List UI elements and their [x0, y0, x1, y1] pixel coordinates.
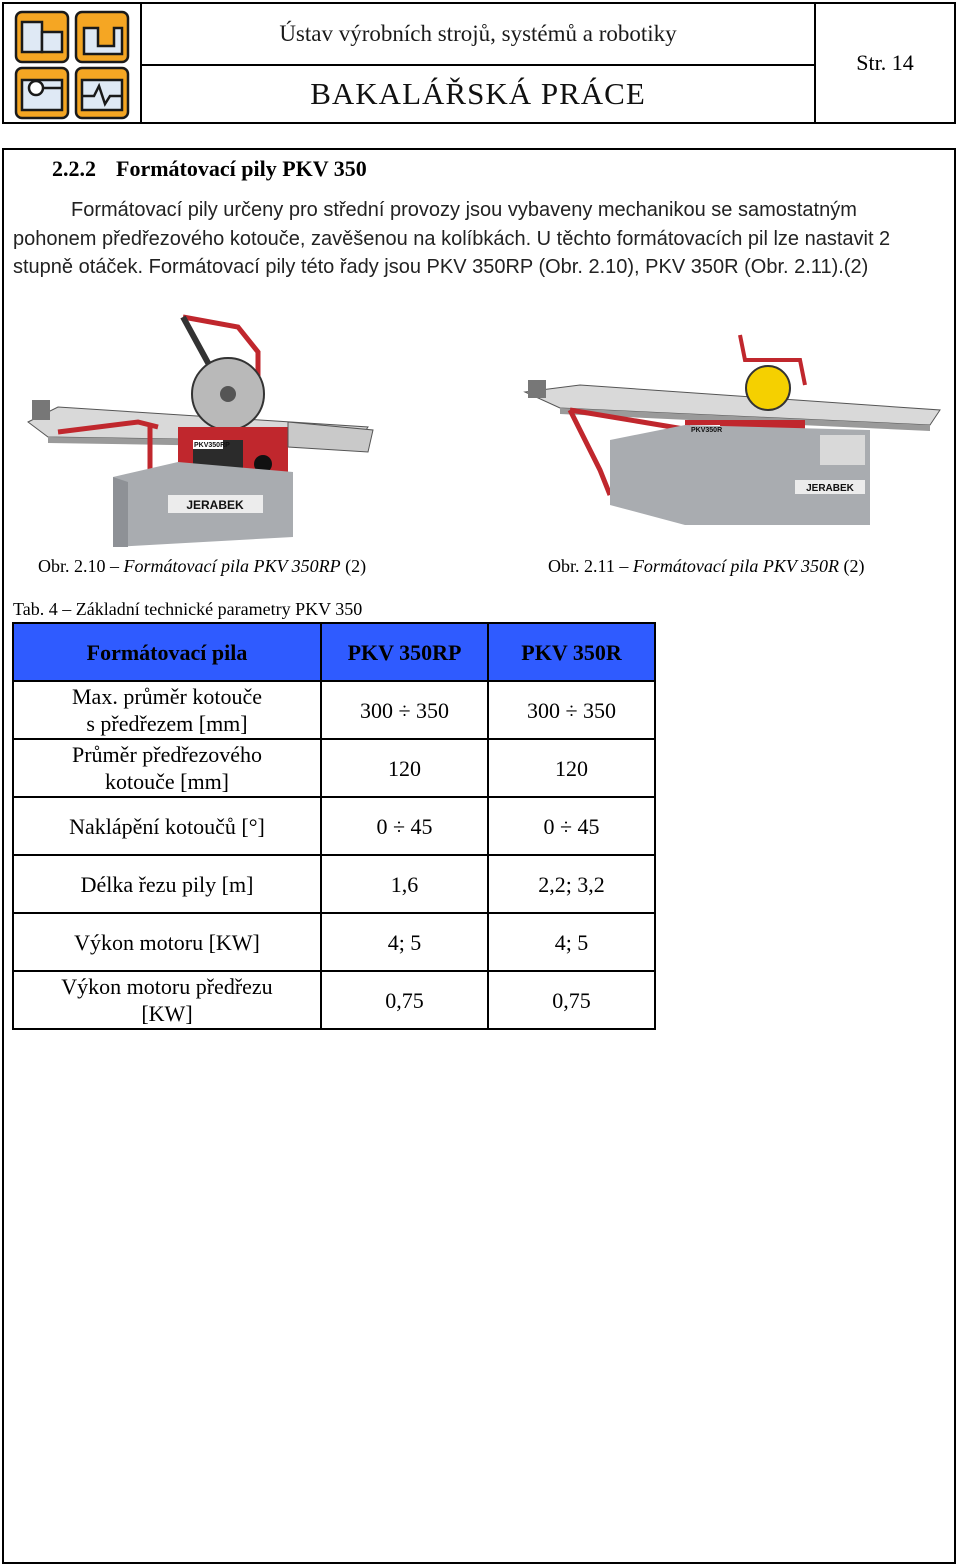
parameter-cell: Průměr předřezového kotouče [mm]: [13, 739, 321, 797]
table-row: [13, 739, 655, 797]
body-paragraph: [13, 196, 933, 282]
machine-brand-2: JERABEK: [806, 483, 854, 494]
section-title: Formátovací pily PKV 350: [116, 156, 367, 181]
institute-logo: [4, 4, 142, 122]
value-cell: 4; 5: [488, 913, 655, 971]
value-cell: 0 ÷ 45: [321, 797, 488, 855]
page-number: Str. 14: [856, 50, 914, 75]
figure-title: – Formátovací pila PKV 350R: [614, 556, 839, 576]
parameter-cell: Naklápění kotoučů [°]: [13, 797, 321, 855]
header-cell: Formátovací pila: [13, 623, 321, 681]
page-header: [2, 2, 956, 124]
machine-plate-2: PKV350R: [691, 427, 723, 434]
table-row: [13, 855, 655, 913]
thesis-type: BAKALÁŘSKÁ PRÁCE: [142, 66, 816, 122]
value-cell: 300 ÷ 350: [488, 681, 655, 739]
header-cell: PKV 350RP: [321, 623, 488, 681]
figure-ref: (2): [340, 556, 367, 576]
value-cell: 1,6: [321, 855, 488, 913]
table-row: [13, 913, 655, 971]
figure-label: Obr. 2.11: [548, 556, 615, 576]
table-caption: Tab. 4 – Základní technické parametry PKV 350: [13, 599, 363, 619]
parameter-cell: Výkon motoru předřezu [KW]: [13, 971, 321, 1029]
value-cell: 120: [488, 739, 655, 797]
machine-brand-1: JERABEK: [186, 498, 244, 512]
institute-name: Ústav výrobních strojů, systémů a robotiky: [142, 4, 816, 66]
table-header-row: [13, 623, 655, 681]
table-row: [13, 681, 655, 739]
machine-plate-1: PKV350RP: [194, 442, 230, 449]
value-cell: 0,75: [488, 971, 655, 1029]
header-cell: PKV 350R: [488, 623, 655, 681]
figure-caption-1: [38, 556, 366, 577]
figure-pkv-350rp: [18, 312, 383, 552]
figure-ref: (2): [839, 556, 865, 576]
value-cell: 0,75: [321, 971, 488, 1029]
value-cell: 4; 5: [321, 913, 488, 971]
section-number: 2.2.2: [52, 156, 96, 181]
section-heading: [52, 156, 367, 182]
table-row: [13, 797, 655, 855]
figure-caption-2: [548, 556, 865, 577]
value-cell: 300 ÷ 350: [321, 681, 488, 739]
value-cell: 120: [321, 739, 488, 797]
table-row: [13, 971, 655, 1029]
parameter-cell: Délka řezu pily [m]: [13, 855, 321, 913]
value-cell: 2,2; 3,2: [488, 855, 655, 913]
figure-pkv-350r: [520, 330, 948, 530]
parameter-cell: Max. průměr kotouče s předřezem [mm]: [13, 681, 321, 739]
parameter-cell: Výkon motoru [KW]: [13, 913, 321, 971]
value-cell: 0 ÷ 45: [488, 797, 655, 855]
parameters-table: [12, 622, 656, 1030]
figure-label: Obr. 2.10: [38, 556, 106, 576]
figure-title: – Formátovací pila PKV 350RP: [105, 556, 341, 576]
paragraph-text: Formátovací pily určeny pro střední provozy jsou vybaveny mechanikou se samostatným pohonem předřezového kotouče, zavěšenou na kolíbkách. U těchto formátovacích pil lze nastavit 2 stupně otáček. Formátovací pily této řady jsou PKV 350RP (Obr. 2.10), PKV 350R (Obr. 2.11).(2): [13, 199, 891, 278]
